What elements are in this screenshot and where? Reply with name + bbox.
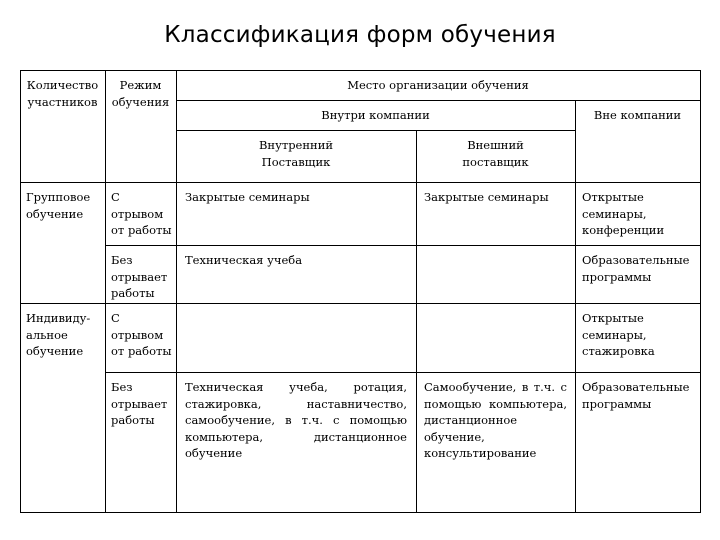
g2-internal: Техническая учеба (185, 253, 303, 267)
i2-outside: Образовательные программы (582, 380, 690, 411)
header-participants: Количество участников (26, 78, 99, 109)
i2-external: Самообучение, в т.ч. с помощью компьютера, дистанционное обучение, консультирование (424, 380, 567, 460)
g1-external: Закрытые семинары (424, 190, 549, 204)
header-internal-provider: Внутренний Поставщик (258, 138, 334, 169)
header-outside: Вне компании (593, 108, 682, 122)
g1-outside: Открытые семинары, конференции (582, 190, 665, 237)
header-external-provider: Внешний поставщик (462, 138, 529, 169)
individual-training-label: Индивиду- альное обучение (26, 311, 91, 358)
i2-mode: Без отрывает работы (111, 380, 168, 427)
g1-internal: Закрытые семинары (185, 190, 310, 204)
group-training-label: Групповое обучение (26, 190, 91, 221)
i1-outside: Открытые семинары, стажировка (582, 311, 655, 358)
page-title: Классификация форм обучения (164, 22, 556, 48)
g1-mode: С отрывом от работы (111, 190, 172, 237)
header-place: Место организации обучения (347, 78, 529, 92)
i1-mode: С отрывом от работы (111, 311, 172, 358)
i2-internal: Техническая учеба, ротация, стажировка, наставничество, самообучение, в т.ч. с помощью компьютера, дистанционное обучение (185, 380, 407, 460)
g2-mode: Без отрывает работы (111, 253, 168, 300)
header-inside: Внутри компании (321, 108, 430, 122)
header-mode: Режим обучения (111, 78, 170, 109)
g2-outside: Образовательные программы (582, 253, 690, 284)
